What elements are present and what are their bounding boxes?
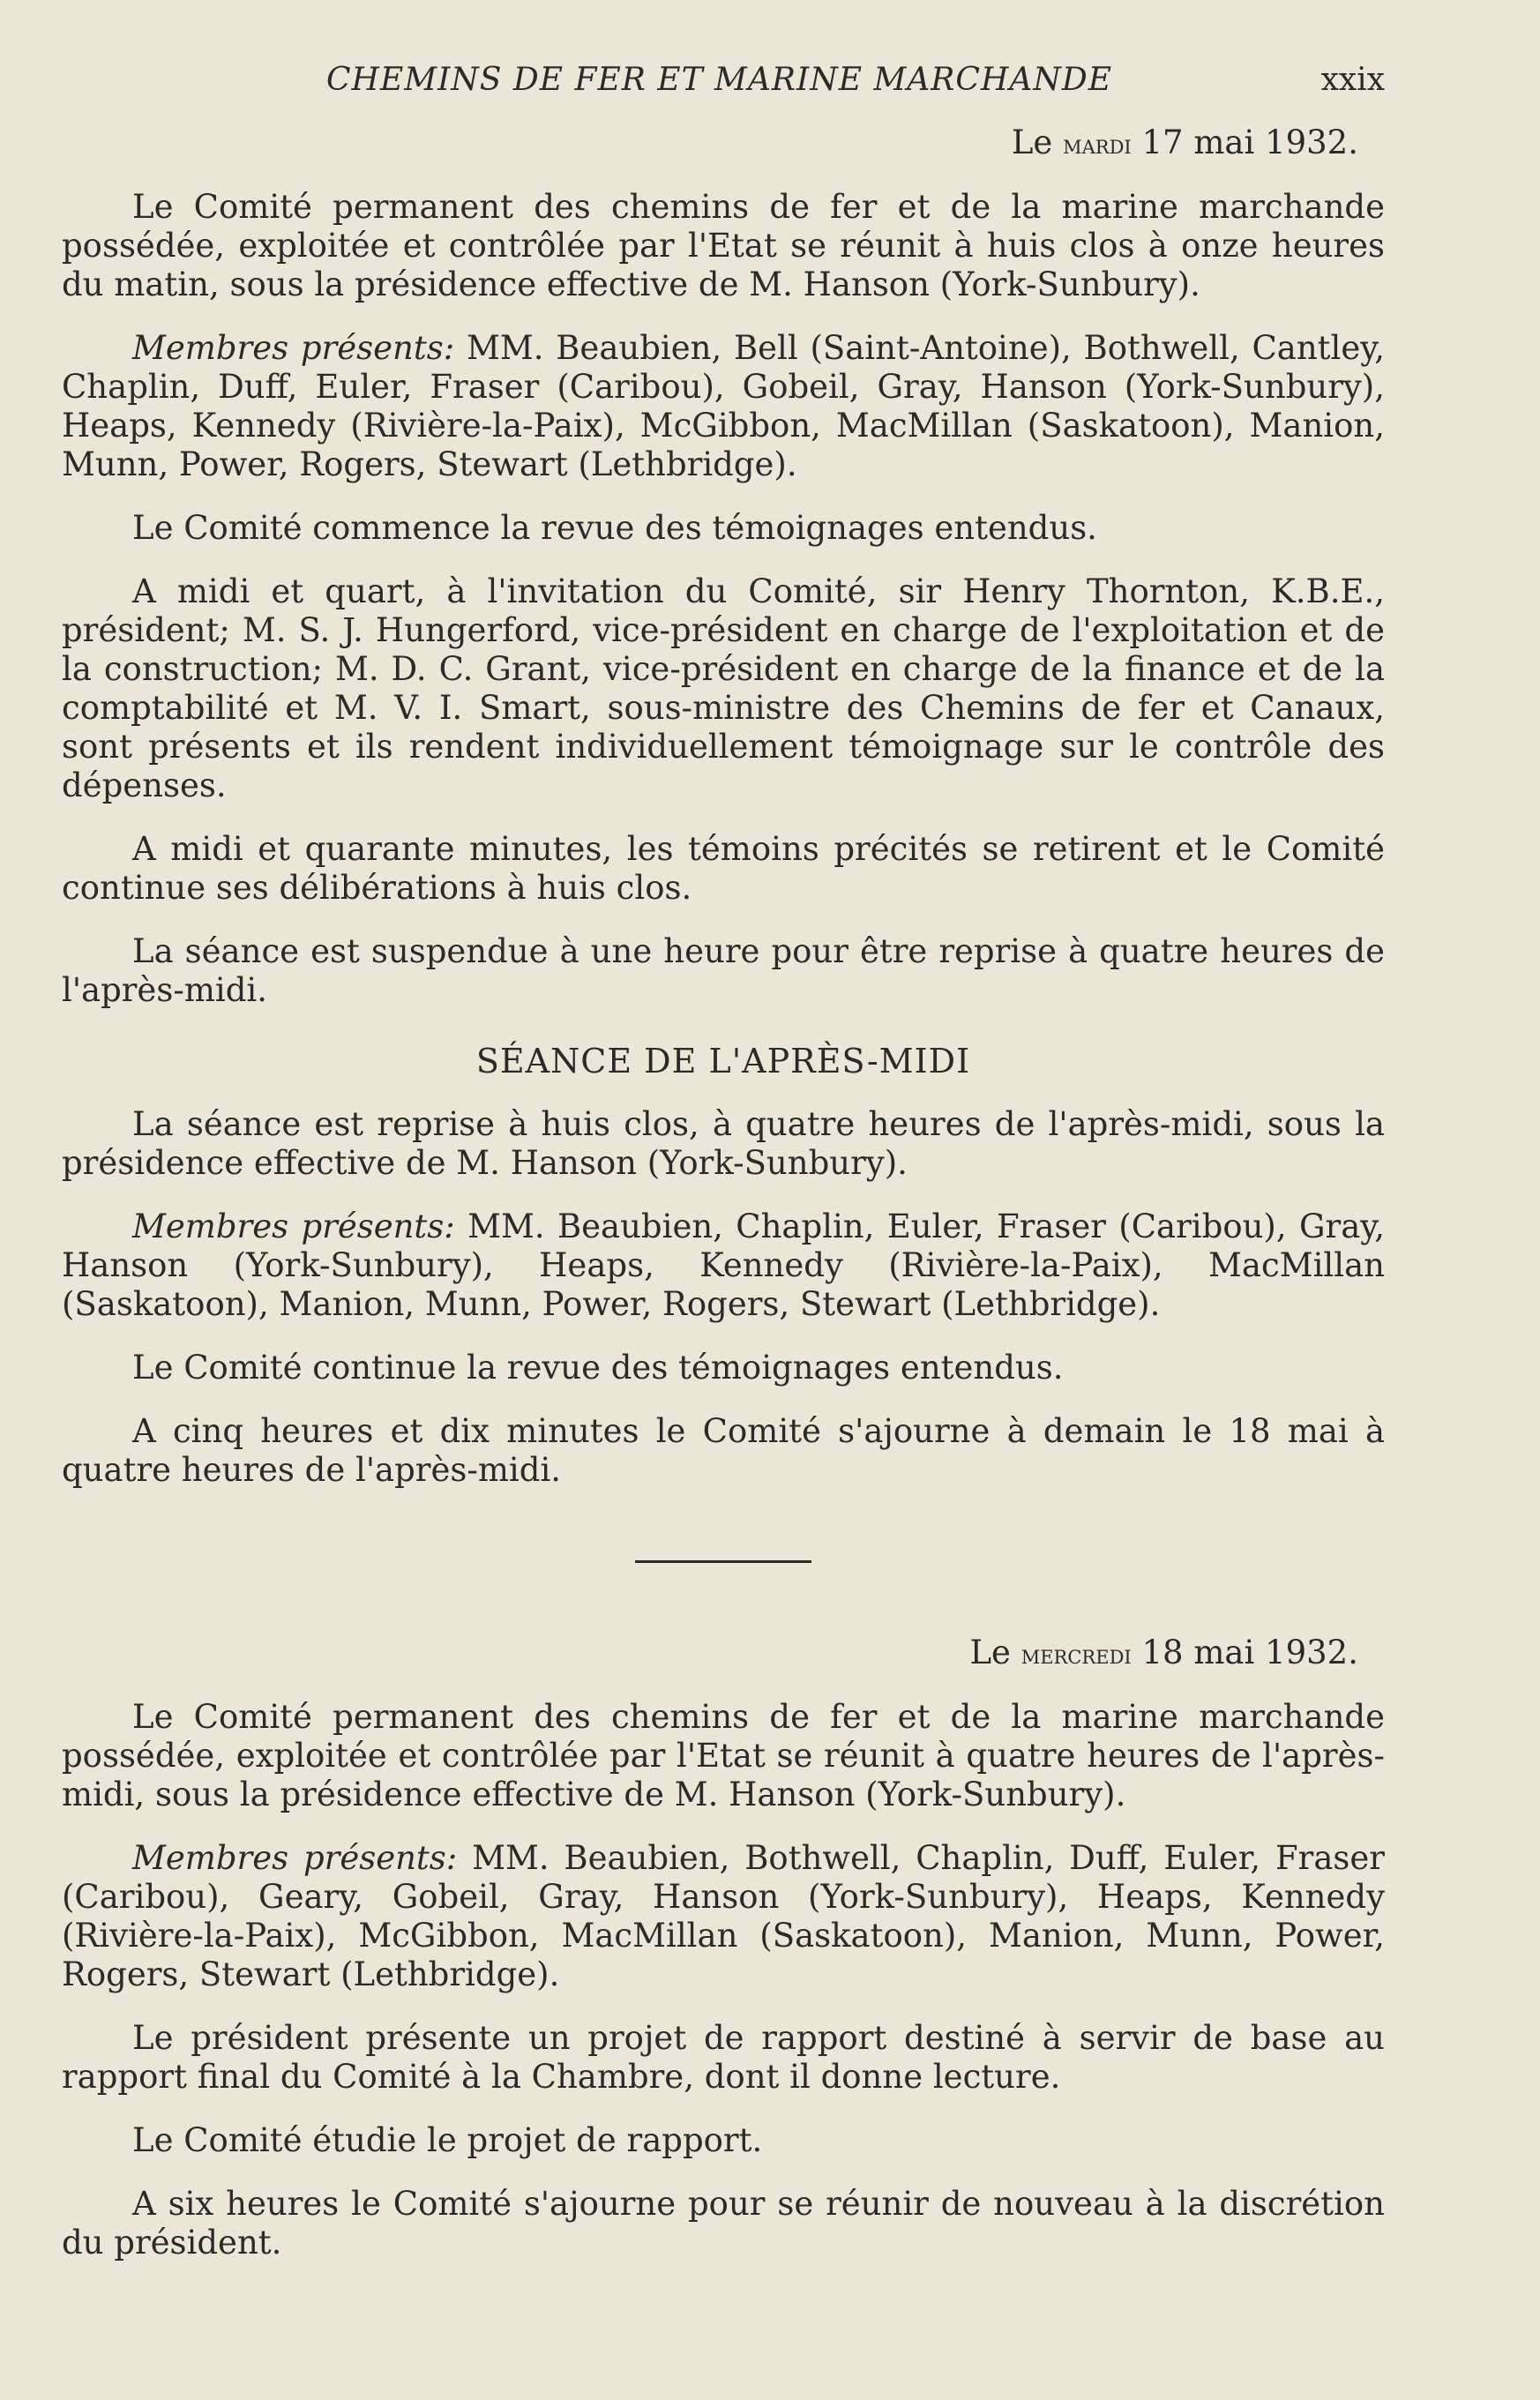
members-list: MM. Beaubien, Chaplin, Euler, Fraser (Caribou), Gray, Hanson (York-Sunbury), Heaps, Kennedy (Rivière-la-Paix), MacMillan (Saskatoon), Manion, Munn, Power, Rogers, Stewart (Lethbridge). bbox=[62, 1207, 1385, 1323]
date-rest: 18 mai 1932. bbox=[1141, 1634, 1358, 1671]
paragraph: La séance est reprise à huis clos, à quatre heures de l'après-midi, sous la présidence effective de M. Hanson (York-Sunbury). bbox=[62, 1105, 1385, 1182]
paragraph: Le Comité permanent des chemins de fer et de la marine marchande possédée, exploitée et contrôlée par l'Etat se réunit à quatre heures de l'après-midi, sous la présidence effective de M. Hanson (York-Sunbury). bbox=[62, 1698, 1385, 1813]
session-date bbox=[62, 123, 1358, 161]
paragraph: La séance est suspendue à une heure pour être reprise à quatre heures de l'après-midi. bbox=[62, 932, 1385, 1009]
paragraph: Le Comité continue la revue des témoignages entendus. bbox=[132, 1349, 1064, 1387]
date-prefix: Le bbox=[969, 1634, 1011, 1671]
date-weekday: mardi bbox=[1063, 130, 1132, 161]
page-number: xxix bbox=[1320, 62, 1385, 98]
members-paragraph bbox=[62, 1207, 1385, 1324]
members-label: Membres présents: bbox=[132, 1207, 455, 1245]
paragraph: Le président présente un projet de rapport destiné à servir de base au rapport final du Comité à la Chambre, dont il donne lecture. bbox=[62, 2019, 1385, 2096]
divider-rule bbox=[635, 1560, 811, 1563]
running-title: CHEMINS DE FER ET MARINE MARCHANDE bbox=[326, 62, 1112, 98]
paragraph: A midi et quart, à l'invitation du Comité, sir Henry Thornton, K.B.E., président; M. S. J. Hungerford, vice-président en charge de l'exploitation et de la construction; M. D. C. Grant, vice-président en charge de la finance et de la comptabilité et M. V. I. Smart, sous-ministre des Chemins de fer et Canaux, sont présents et ils rendent individuellement témoignage sur le contrôle des dépenses. bbox=[62, 572, 1385, 804]
session-date bbox=[62, 1634, 1358, 1671]
members-list: MM. Beaubien, Bothwell, Chaplin, Duff, Euler, Fraser (Caribou), Geary, Gobeil, Gray, Hanson (York-Sunbury), Heaps, Kennedy (Rivière-la-Paix), McGibbon, MacMillan (Saskatoon), Manion, Munn, Power, Rogers, Stewart (Lethbridge). bbox=[62, 1839, 1385, 1993]
date-prefix: Le bbox=[1011, 123, 1053, 161]
running-head bbox=[62, 53, 1385, 106]
paragraph: A midi et quarante minutes, les témoins précités se retirent et le Comité continue ses délibérations à huis clos. bbox=[62, 830, 1385, 907]
members-paragraph bbox=[62, 329, 1385, 484]
paragraph: A cinq heures et dix minutes le Comité s'ajourne à demain le 18 mai à quatre heures de l'après-midi. bbox=[62, 1412, 1385, 1489]
paragraph: Le Comité permanent des chemins de fer et de la marine marchande possédée, exploitée et contrôlée par l'Etat se réunit à huis clos à onze heures du matin, sous la présidence effective de M. Hanson (York-Sunbury). bbox=[62, 188, 1385, 303]
date-rest: 17 mai 1932. bbox=[1141, 123, 1358, 161]
section-heading: SÉANCE DE L'APRÈS-MIDI bbox=[475, 1042, 971, 1080]
members-label: Membres présents: bbox=[132, 1839, 458, 1877]
members-paragraph bbox=[62, 1839, 1385, 1994]
paragraph: Le Comité étudie le projet de rapport. bbox=[132, 2121, 763, 2159]
date-weekday: mercredi bbox=[1020, 1640, 1132, 1671]
paragraph: Le Comité commence la revue des témoignages entendus. bbox=[132, 509, 1097, 547]
paragraph: A six heures le Comité s'ajourne pour se réunir de nouveau à la discrétion du président. bbox=[62, 2185, 1385, 2262]
members-list: MM. Beaubien, Bell (Saint-Antoine), Bothwell, Cantley, Chaplin, Duff, Euler, Fraser (Caribou), Gobeil, Gray, Hanson (York-Sunbury), Heaps, Kennedy (Rivière-la-Paix), McGibbon, MacMillan (Saskatoon), Manion, Munn, Power, Rogers, Stewart (Lethbridge). bbox=[62, 329, 1386, 483]
document-page bbox=[62, 53, 1385, 2287]
members-label: Membres présents: bbox=[132, 329, 455, 367]
